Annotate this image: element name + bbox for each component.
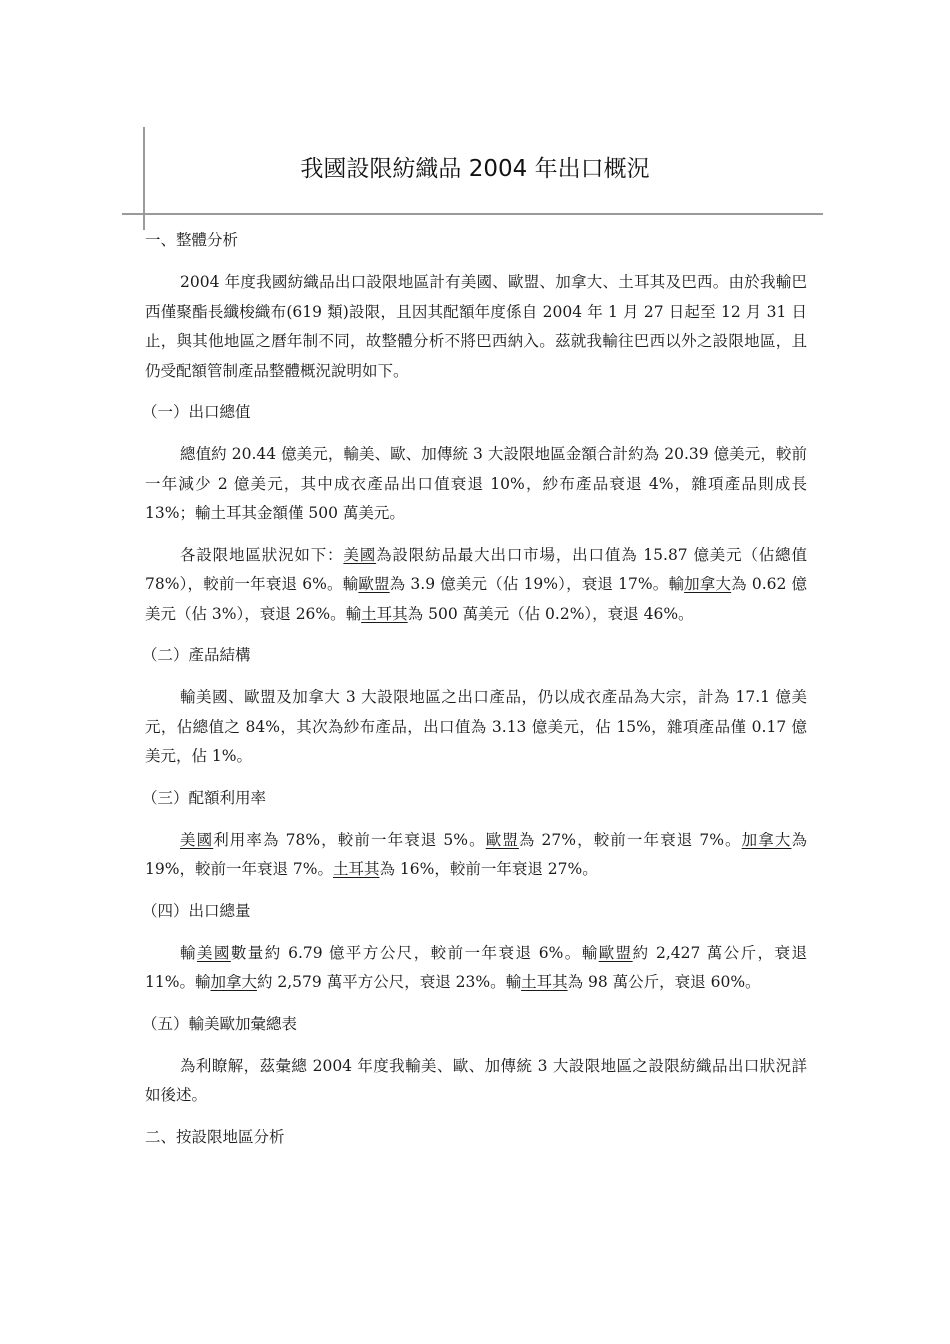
section-1-heading: 一、整體分析: [145, 231, 239, 249]
region-eu: 歐盟: [358, 575, 390, 593]
text-span: 為 98 萬公斤，衰退 60%。: [567, 973, 761, 991]
subsection-3-heading: （三）配額利用率: [142, 788, 267, 807]
region-ca: 加拿大: [210, 973, 257, 991]
region-us: 美國: [196, 943, 231, 962]
subsection-4-paragraph: [145, 939, 807, 998]
subsection-5-heading: （五）輸美歐加彙總表: [142, 1014, 298, 1033]
text-span: 約 2,427 萬公斤，衰退 11%。輸: [145, 943, 807, 991]
region-eu: 歐盟: [485, 830, 519, 849]
text-span: 約 2,579 萬平方公尺，衰退 23%。輸: [256, 973, 522, 991]
document-body: [142, 226, 807, 1152]
subsection-1-paragraph-1: 總值約 20.44 億美元，輸美、歐、加傳統 3 大設限地區金額合計約為 20.39 億美元，較前一年減少 2 億美元，其中成衣產品出口值衰退 10%，紗布產品衰退 4%，雜項產品則成長 13%；輸土耳其金額僅 500 萬美元。: [145, 445, 807, 522]
section-2-heading: 二、按設限地區分析: [145, 1127, 285, 1146]
section-1-paragraph: 2004 年度我國紡織品出口設限地區計有美國、歐盟、加拿大、土耳其及巴西。由於我輸巴西僅聚酯長纖梭織布(619 類)設限，且因其配額年度係自 2004 年 1 月 27 日起至 12 月 31 日止，與其他地區之曆年制不同，故整體分析不將巴西納入。茲就我輸往巴西以外之設限地區，且仍受配額管制產品整體概況說明如下。: [145, 273, 807, 380]
region-ca: 加拿大: [684, 575, 732, 593]
region-tr: 土耳其: [332, 860, 380, 878]
subsection-3-paragraph: [145, 826, 807, 885]
header-horizontal-rule: [122, 213, 823, 215]
text-span: 為 27%，較前一年衰退 7%。: [518, 830, 742, 849]
region-us: 美國: [180, 830, 214, 849]
document-title: 我國設限紡織品 2004 年出口概況: [300, 156, 650, 182]
subsection-2-heading: （二）產品結構: [142, 646, 251, 664]
text-span: 輸: [180, 943, 197, 962]
text-span: 為 19%，較前一年衰退 7%。: [145, 830, 807, 878]
text-span: 為 0.62 億美元（佔 3%），衰退 26%。輸: [145, 575, 807, 623]
region-tr: 土耳其: [361, 604, 408, 623]
text-span: 為 16%，較前一年衰退 27%。: [379, 860, 598, 878]
subsection-5-paragraph: 為利瞭解，茲彙總 2004 年度我輸美、歐、加傳統 3 大設限地區之設限紡織品出口狀況詳如後述。: [145, 1056, 807, 1104]
region-tr: 土耳其: [521, 973, 568, 991]
region-eu: 歐盟: [598, 943, 633, 962]
subsection-4-heading: （四）出口總量: [142, 901, 251, 920]
text-span: 為 500 萬美元（佔 0.2%），衰退 46%。: [407, 604, 694, 623]
text-span: 數量約 6.79 億平方公尺，較前一年衰退 6%。輸: [230, 943, 599, 962]
text-span: 各設限地區狀況如下：: [180, 545, 344, 564]
subsection-1-heading: （一）出口總值: [142, 403, 251, 421]
text-span: 利用率為 78%，較前一年衰退 5%。: [213, 830, 486, 849]
text-span: 為設限紡品最大出口市場，出口值為 15.87 億美元（佔總值 78%），較前一年衰退 6%。輸: [145, 545, 807, 593]
region-ca: 加拿大: [741, 830, 792, 849]
subsection-2-paragraph: 輸美國、歐盟及加拿大 3 大設限地區之出口產品，仍以成衣產品為大宗，計為 17.1 億美元，佔總值之 84%，其次為紗布產品，出口值為 3.13 億美元，佔 15%，雜項產品僅 0.17 億美元，佔 1%。: [145, 688, 807, 765]
region-us: 美國: [343, 545, 377, 564]
subsection-1-paragraph-2: [145, 541, 807, 630]
text-span: 為 3.9 億美元（佔 19%），衰退 17%。輸: [389, 575, 685, 593]
